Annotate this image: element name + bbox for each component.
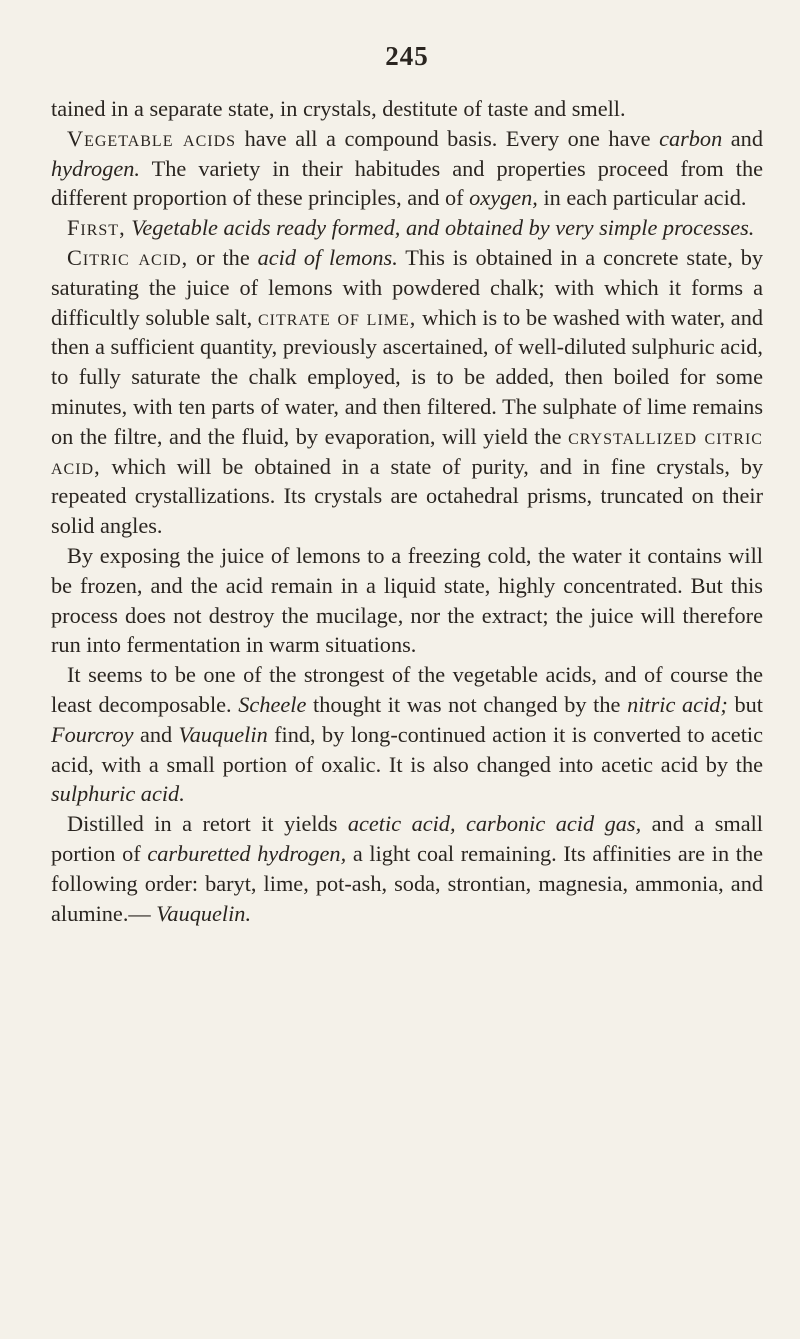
text-span: a light coal remaining. Its affinities are in the following order: baryt, lime, pot-ash, soda, strontian, magnesia, ammonia, and alumine.— [51,840,763,926]
text-span: but [727,691,763,717]
text-span: or the [188,244,258,270]
term-sulphuric-acid: sulphuric acid. [51,781,185,807]
text-span: This is obtained in a concrete state, by saturating the juice of lemons with powdered chalk; with which it forms a difficultly soluble salt, [51,244,764,330]
book-page [51,40,763,928]
name-scheele: Scheele [238,691,307,717]
paragraph-freezing [51,541,763,660]
page-number: 245 [385,41,429,71]
term-hydrogen: hydrogen. [51,155,140,181]
term-citric-acid: Citric acid, [67,244,189,270]
text-span: have all a compound basis. Every one have [236,125,660,151]
text-span: which will be obtained in a state of purity, and in fine crystals, by repeated crystallizations. Its crystals are octahedral prisms, truncated on their solid angles. [51,453,763,539]
term-carburetted-hydrogen: carburetted hydrogen, [147,840,347,866]
paragraph-distilled [51,809,763,928]
term-citrate-of-lime: citrate of lime, [257,304,417,330]
text-span: tained in a separate state, in crystals, destitute of taste and smell. [51,96,626,121]
name-fourcroy: Fourcroy [51,721,134,747]
term-crystallized-citric-acid: crystallized citric acid, [51,423,763,479]
text-span: in each particular acid. [537,185,747,211]
citation-vauquelin: Vauquelin. [156,900,252,926]
text-span: The variety in their habitudes and properties proceed from the different proportion of these principles, and of [51,155,763,211]
paragraph-strongest [51,660,763,809]
section-heading-first [51,213,763,243]
heading-title: Vegetable acids ready formed, and obtained by very simple processes. [131,215,755,241]
text-span: and [722,125,763,151]
term-distillation-products: acetic acid, carbonic acid gas, [347,811,642,837]
text-span: By exposing the juice of lemons to a freezing cold, the water it contains will be frozen, and the acid remain in a liquid state, highly concentrated. But this process does not destroy the mucilage, nor the extract; the juice will therefore run into fermentation in warm situations. [51,542,763,658]
text-span: and a small portion of [51,811,764,866]
text-span: Distilled in a retort it yields [67,811,348,837]
text-span: and [133,721,179,747]
term-acid-of-lemons: acid of lemons. [257,244,398,270]
text-span: It seems to be one of the strongest of the vegetable acids, and of course the least decomposable. [51,662,763,717]
term-carbon: carbon [659,125,723,151]
text-span: which is to be washed with water, and then a sufficient quantity, previously ascertained, of well-diluted sulphuric acid, to fully saturate the chalk employed, is to be added, then boiled for some minutes, with ten parts of water, and then filtered. The sulphate of lime remains on the filtre, and the fluid, by evaporation, will yield the [51,304,763,449]
heading-label-first: First, [67,215,126,241]
name-vauquelin: Vauquelin [178,721,268,747]
paragraph-continuation [51,94,763,124]
term-nitric-acid: nitric acid; [627,691,728,717]
text-span: thought it was not changed by the [306,691,628,717]
term-oxygen: oxygen, [469,185,538,211]
paragraph-citric-acid [51,243,763,541]
paragraph-vegetable-acids [51,124,763,213]
term-vegetable-acids: Vegetable acids [67,125,237,151]
text-span: find, by long-continued action it is converted to acetic acid, with a small portion of oxalic. It is also changed into acetic acid by the [51,721,763,777]
